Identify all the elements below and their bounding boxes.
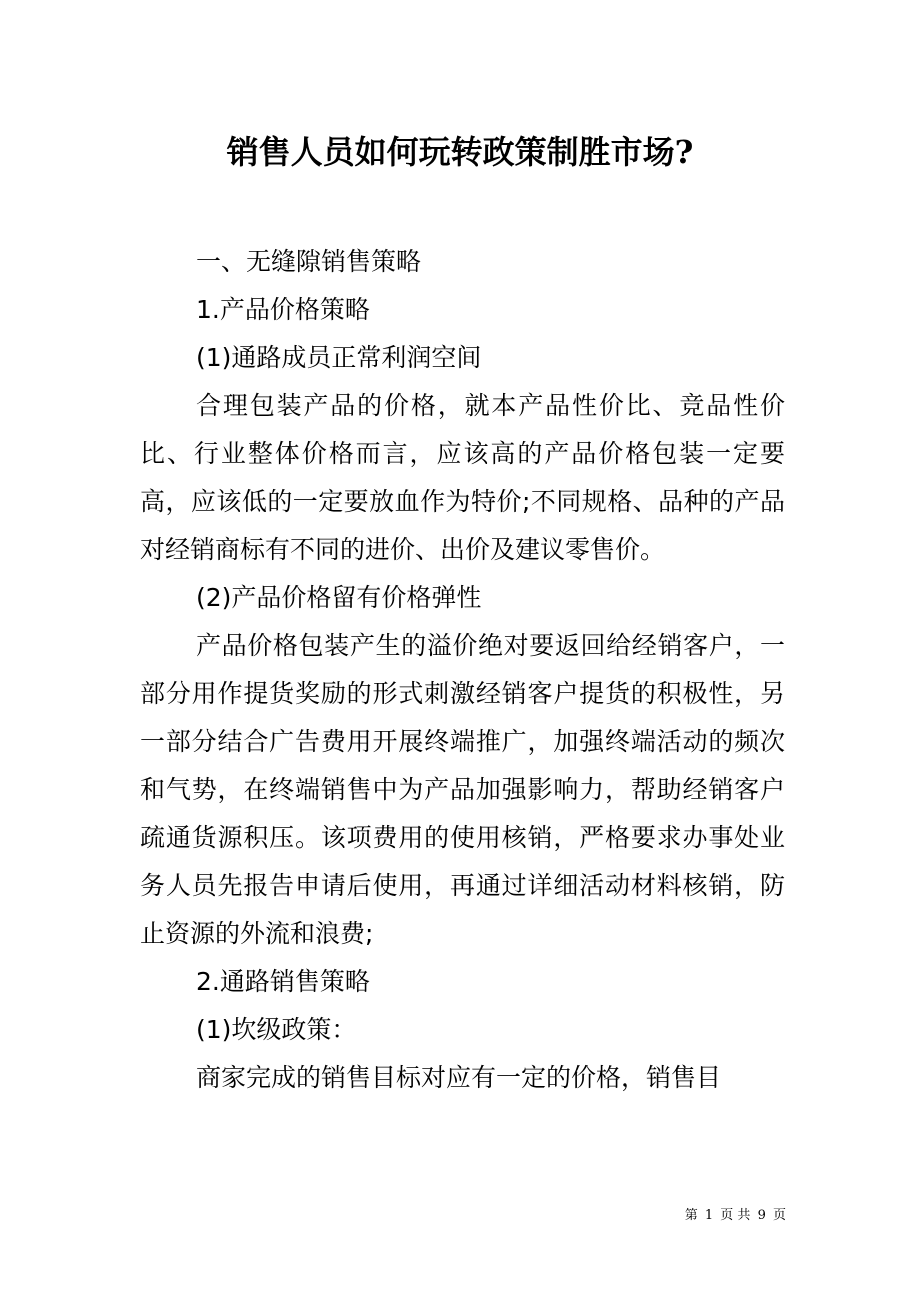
body-paragraph: 合理包装产品的价格，就本产品性价比、竞品性价比、行业整体价格而言，应该高的产品价格包装一定要高，应该低的一定要放血作为特价;不同规格、品种的产品对经销商标有不同的进价、出价及建议零售价。 — [140, 391, 785, 564]
item-heading: (2)产品价格留有价格弹性 — [196, 583, 482, 612]
body-paragraph: 产品价格包装产生的溢价绝对要返回给经销客户，一部分用作提货奖励的形式刺激经销客户提货的积极性，另一部分结合广告费用开展终端推广，加强终端活动的频次和气势，在终端销售中为产品加强影响力，帮助经销客户疏通货源积压。该项费用的使用核销，严格要求办事处业务人员先报告申请后使用，再通过详细活动材料核销，防止资源的外流和浪费; — [140, 631, 785, 948]
page-label-prefix: 第 — [684, 1208, 698, 1223]
current-page-number: 1 — [704, 1208, 714, 1223]
page-label-mid: 页 共 — [720, 1208, 751, 1223]
page-label-suffix: 页 — [772, 1208, 786, 1223]
total-pages-number: 9 — [757, 1208, 766, 1223]
document-body — [140, 238, 785, 1102]
item-heading: (1)通路成员正常利润空间 — [196, 343, 482, 372]
section-heading: 一、无缝隙销售策略 — [196, 247, 422, 276]
page-footer — [0, 1206, 786, 1226]
body-paragraph: 商家完成的销售目标对应有一定的价格，销售目 — [196, 1063, 722, 1092]
item-heading: (1)坎级政策： — [196, 1015, 357, 1044]
subsection-heading: 2.通路销售策略 — [196, 967, 370, 996]
document-title: 销售人员如何玩转政策制胜市场? — [226, 133, 694, 171]
subsection-heading: 1.产品价格策略 — [196, 295, 370, 324]
